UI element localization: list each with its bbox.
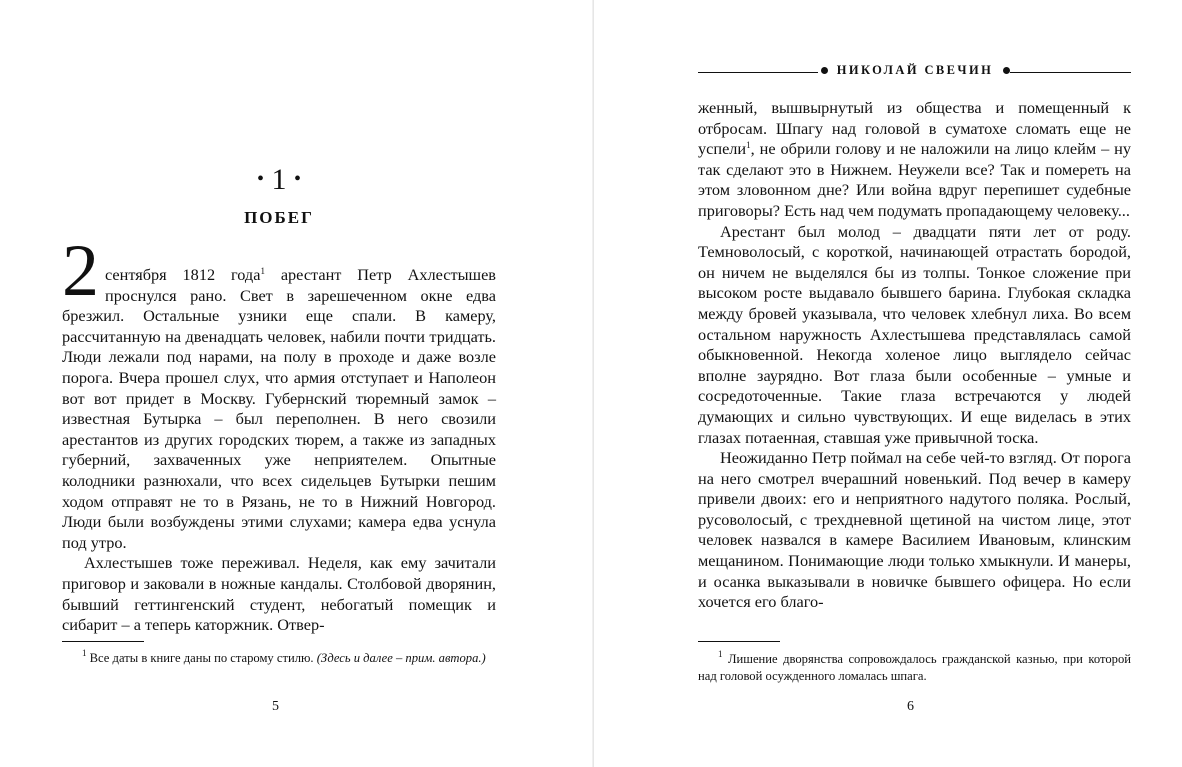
right-page xyxy=(594,0,1182,767)
paragraph-lead: сентября 1812 года xyxy=(105,265,261,284)
paragraph xyxy=(62,230,496,553)
paragraph xyxy=(698,98,1131,222)
chapter-number xyxy=(62,162,496,197)
footnote-mark: 1 xyxy=(82,648,87,658)
paragraph: Неожиданно Петр поймал на себе чей-то взгляд. От порога на него смотрел вчерашний новенький. Под вечер в камеру привели двоих: его и неприятного надутого поляка. Рослый, русоволосый, с трехдневной щетиной на чистом лице, этот человек назвался в камере Василием Ивановым, клинским мещанином. Понимающие люди только хмыкнули. И манеры, и осанка выказывали в новичке бывшего офицера. Но если хочется его благо- xyxy=(698,448,1131,612)
running-head-bullet-right xyxy=(1003,67,1010,74)
running-head-rule-right xyxy=(1010,72,1131,73)
right-page-body xyxy=(698,98,1131,613)
chapter-title: ПОБЕГ xyxy=(244,208,314,227)
footnote-italic-text: (Здесь и далее – прим. автора.) xyxy=(316,651,486,665)
footnote xyxy=(698,651,1131,685)
paragraph-text: женный, вышвырнутый из общества и помещенный к отбросам. Шпагу над головой в суматохе сломать еще не успели xyxy=(698,98,1131,159)
footnote-text: Все даты в книге даны по старому стилю. xyxy=(86,651,317,665)
page-number: 6 xyxy=(907,699,914,714)
drop-cap: 2 xyxy=(62,230,99,312)
footnote-divider xyxy=(698,641,780,642)
footnote-mark: 1 xyxy=(718,649,723,659)
chapter-number-bullet-left: • xyxy=(256,168,264,190)
footnote-reference[interactable]: 1 xyxy=(260,266,265,276)
running-head-title: НИКОЛАЙ СВЕЧИН xyxy=(836,63,994,77)
footnote-text: Лишение дворянства сопровождалось гражданской казнью, при которой над головой осужденного ломалась шпага. xyxy=(698,652,1131,683)
paragraph-text: арестант Петр Ахлестышев проснулся рано. Свет в зарешеченном окне едва брезжил. Остальные узники еще спали. В камеру, рассчитанную на двенадцать человек, набили почти тридцать. Люди лежали под нарами, на полу в проходе и даже возле порога. Вчера прошел слух, что армия отступает и Наполеон вот вот придет в Москву. Губернский тюремный замок – известная Бутырка – был переполнен. В него свозили арестантов из других городских тюрем, а также из западных губерний, захваченных уже неприятелем. Опытные колодники разнюхали, что всех сидельцев Бутырки пешим ходом отправят не то в Рязань, не то в Нижний Новгород. Люди были возбуждены этими слухами; камера едва уснула под утро. xyxy=(62,265,496,552)
running-head xyxy=(698,62,1131,82)
paragraph-text: , не обрили голову и не наложили на лицо клейм – ну так сделают это в Нижнем. Неужели все? Так и помереть на этом зловонном дне? Или война вдруг перепишет судебные приговоры? Есть над чем подумать пропадающему человеку... xyxy=(698,139,1131,220)
footnote xyxy=(62,650,496,667)
footnote-reference[interactable]: 1 xyxy=(746,140,751,151)
running-head-rule-left xyxy=(698,72,818,73)
footnote-divider xyxy=(62,641,144,642)
page-number: 5 xyxy=(272,699,279,714)
paragraph: Арестант был молод – двадцати пяти лет от роду. Темноволосый, с короткой, начинающей отрастать бородой, он ничем не выделялся бы из толпы. Тонкое сложение при высоком росте выдавало бывшего барина. Глубокая складка между бровей указывала, что человек хлебнул лиха. Во всем остальном наружность Ахлестышева представлялась самой обыкновенной. Некогда холеное лицо выглядело сейчас вполне заурядно. Вот глаза были особенные – умные и сосредоточенные. Такие глаза встречаются у людей думающих и сильно чувствующих. И еще виделась в этих глазах потаенная, ставшая уже привычной тоска. xyxy=(698,221,1131,447)
chapter-number-bullet-right: • xyxy=(294,168,302,190)
running-head-bullet-left xyxy=(821,67,828,74)
left-page-body xyxy=(62,230,496,636)
chapter-number-value: 1 xyxy=(271,163,287,196)
paragraph: Ахлестышев тоже переживал. Неделя, как ему зачитали приговор и заковали в ножные кандалы. Столбовой дворянин, бывший геттингенский студент, небогатый помещик и сибарит – а теперь каторжник. Отвер- xyxy=(62,553,496,635)
